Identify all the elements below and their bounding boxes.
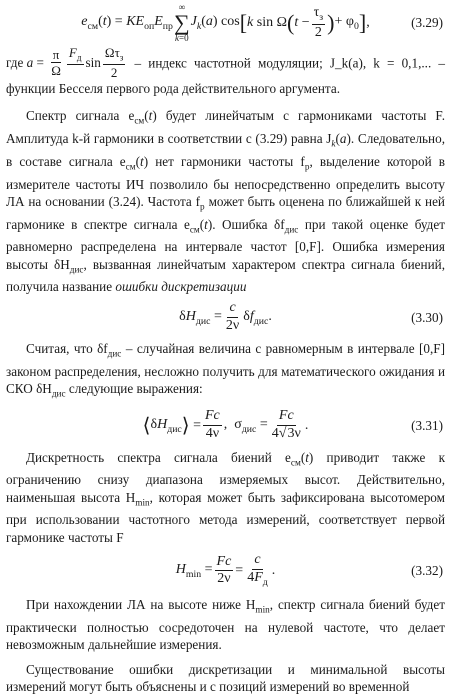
- equation-number: (3.29): [411, 15, 443, 30]
- equation-3-30: $\delta H_{дис}$ = $\frac{c}{2\nu}$ $\delta f_{дис}$. (3.30): [179, 300, 443, 334]
- paragraph-expectation: Считая, что $\delta f_{дис}$ – случайная величина с равномерным в интервале [0,F] законом распределения, несложно получить для математического ожидания и СКО $\delta H_{дис}$ следующие выражения:: [6, 340, 445, 399]
- paragraph-below-min: При нахождении ЛА на высоте ниже $H_{min}$, спектр сигнала биений будет практически полностью сосредоточен на нулевой частоте, что делает невозможным дальнейшие измерения.: [6, 596, 445, 652]
- term-discretization-error: ошибки дискретизации: [115, 279, 247, 295]
- equation-3-29: $e_{см}(t) = KE_{оп}E_{пр}$ ∞ ∑ k=0 $J_k(a)$ cos [ k sin Ω ( t − $\frac{\tau_з}{2}$ ) + $\varphi_0$ ] , (3.29): [81, 2, 443, 43]
- equation-number: (3.32): [411, 562, 443, 578]
- definition-text: – индекс частотной модуляции; J_k(a), k = 0,1,... – функции Бесселя первого рода действительного аргумента.: [6, 55, 445, 96]
- paragraph-conclusion: Существование ошибки дискретизации и минимальной высоты измерений могут быть объяснены и с позиций измерений во временной: [6, 662, 445, 695]
- equation-number: (3.31): [411, 417, 443, 433]
- paragraph-definition: где a = $\frac{\pi}{\Omega}$ $F_д$ sin $\frac{\Omega\tau_з}{2}$ – индекс частотной модуляции; J_k(a), k = 0,1,... – функции Бесселя первого рода действительного аргумента.: [6, 45, 445, 96]
- equation-number: (3.30): [411, 309, 443, 325]
- equation-3-31: ⟨ $\delta H_{дис}$ ⟩ = $\frac{Fc}{4\nu}$ , $\sigma_{дис}$ = $\frac{Fc}{4√3\nu}$ . (3.31): [142, 408, 443, 442]
- paragraph-spectrum: Спектр сигнала $e_{см}(t)$ будет линейчатым с гармониками частоты F. Амплитуда k-й гармоники в соответствии с (3.29) равна $J_k(a)$. Следовательно, в составе сигнала $e_{см}(t)$ нет гармоники частоты $f_р$, выделение которой в измерителе частоты ИЧ позволило бы непосредственно определить высоту ЛА на основании (3.24). Частота $f_р$ может быть оценена по ближайшей к ней гармонике в спектре сигнала $e_{см}(t)$. Ошибка $\delta f_{дис}$ при такой оценке будет равномерно распределена на интервале частот [0,F]. Ошибка измерения высоты $\delta H_{дис}$, вызванная линейчатым характером спектра сигнала биений, получила название ошибки дискретизации: [6, 107, 445, 295]
- equation-3-32: $H_{min}$ = $\frac{Fc}{2\nu}$ = $\frac{c}{4F_д}$ . (3.32): [175, 552, 443, 588]
- paragraph-min-height: Дискретность спектра сигнала биений $e_{см}(t)$ приводит также к ограничению снизу диапазона измеряемых высот. Действительно, наименьшая высота $H_{min}$, которая может быть зафиксирована высотомером при использовании частотного метода измерений, соответствует первой гармонике частоты F: [6, 449, 445, 545]
